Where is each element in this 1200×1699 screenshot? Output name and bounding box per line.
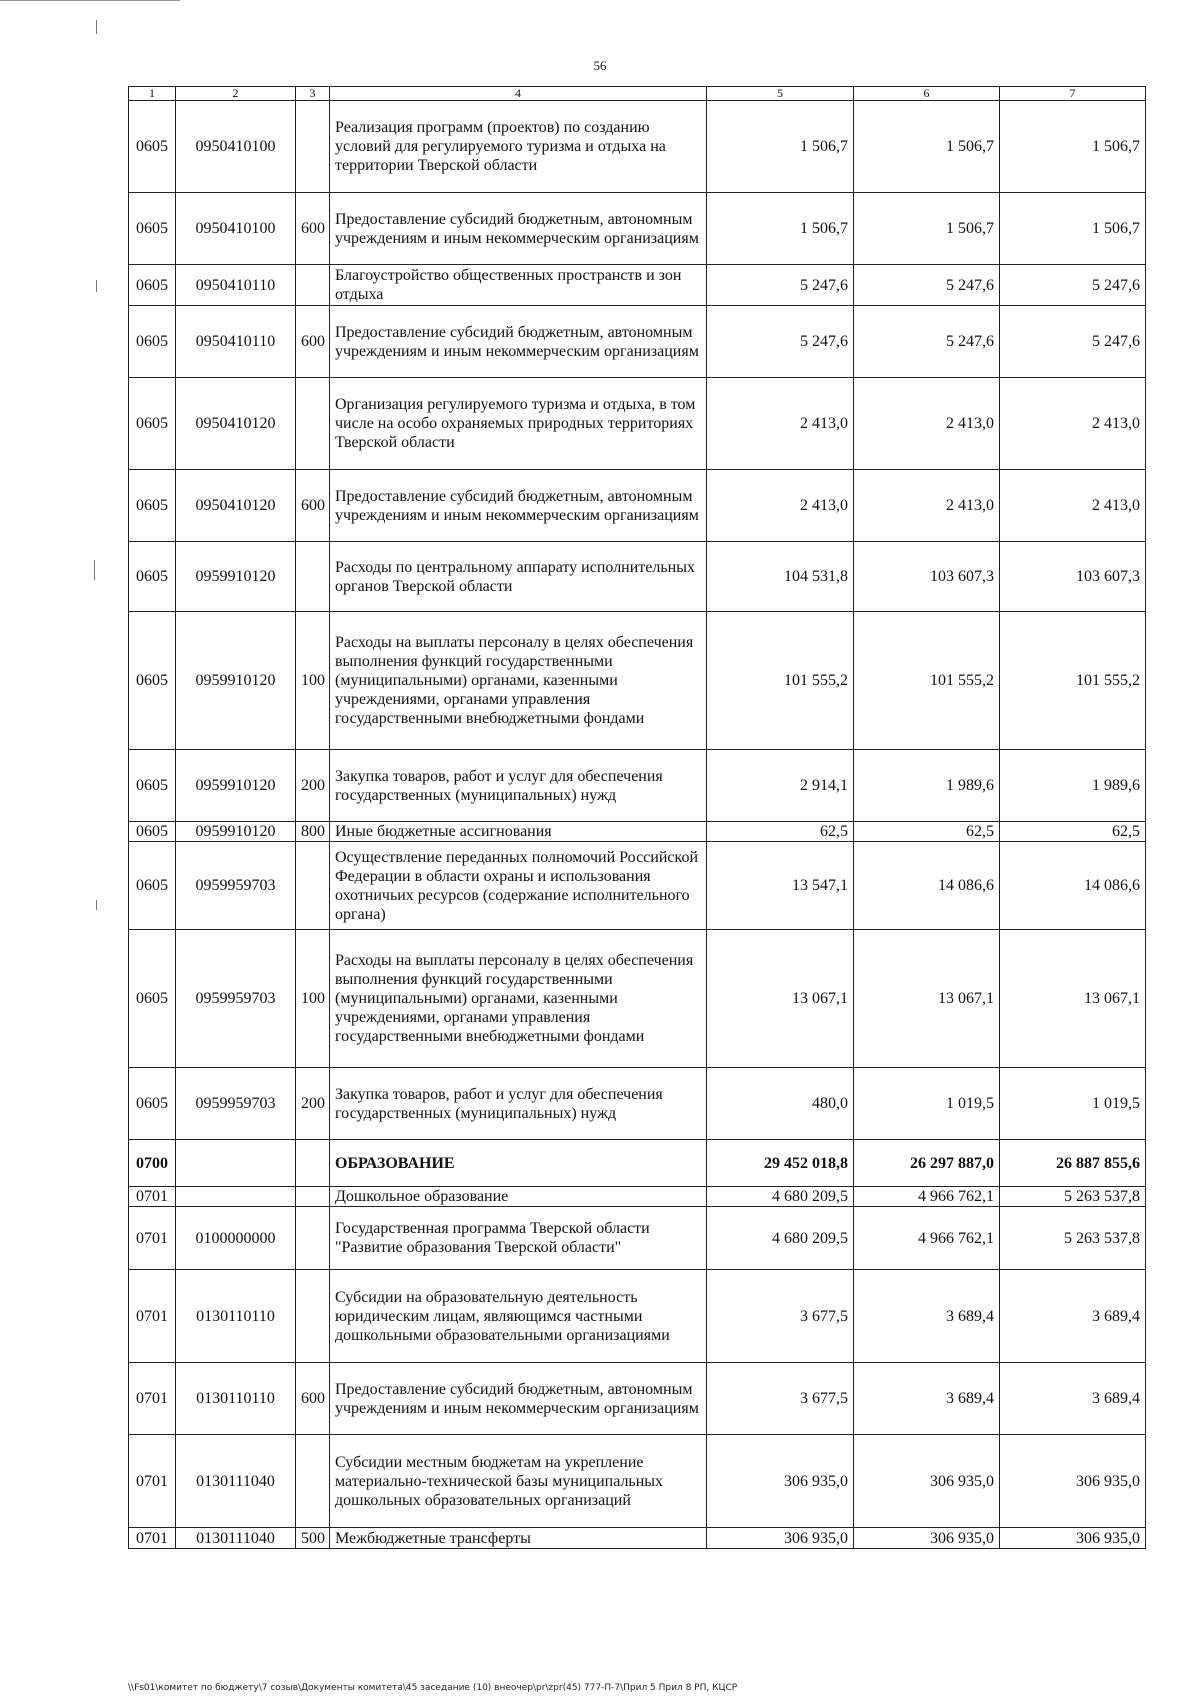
amount-year3-cell: 1 019,5 bbox=[1000, 1068, 1146, 1140]
expense-type-cell bbox=[296, 842, 330, 930]
section-code-cell: 0605 bbox=[129, 542, 176, 612]
section-code-cell: 0605 bbox=[129, 822, 176, 842]
description-cell: Предоставление субсидий бюджетным, автономным учреждениям и иным некоммерческим организациям bbox=[330, 306, 707, 378]
amount-year3-cell: 1 506,7 bbox=[1000, 101, 1146, 193]
expense-type-cell: 100 bbox=[296, 612, 330, 750]
amount-year2-cell: 1 989,6 bbox=[854, 750, 1000, 822]
amount-year1-cell: 2 914,1 bbox=[707, 750, 854, 822]
amount-year2-cell: 62,5 bbox=[854, 822, 1000, 842]
amount-year3-cell: 14 086,6 bbox=[1000, 842, 1146, 930]
target-code-cell: 0950410120 bbox=[176, 378, 296, 470]
description-cell: Предоставление субсидий бюджетным, автономным учреждениям и иным некоммерческим организациям bbox=[330, 1363, 707, 1435]
target-code-cell: 0950410100 bbox=[176, 193, 296, 265]
amount-year1-cell: 4 680 209,5 bbox=[707, 1207, 854, 1270]
table-row bbox=[129, 542, 1146, 612]
expense-type-cell: 200 bbox=[296, 750, 330, 822]
column-number: 6 bbox=[854, 87, 1000, 101]
description-cell: Расходы на выплаты персоналу в целях обеспечения выполнения функций государственными (муниципальными) органами, казенными учреждениями, органами управления государственными внебюджетными фондами bbox=[330, 612, 707, 750]
expense-type-cell bbox=[296, 101, 330, 193]
amount-year3-cell: 5 247,6 bbox=[1000, 265, 1146, 306]
section-code-cell: 0605 bbox=[129, 306, 176, 378]
amount-year3-cell: 2 413,0 bbox=[1000, 378, 1146, 470]
amount-year2-cell: 306 935,0 bbox=[854, 1528, 1000, 1549]
table-row bbox=[129, 930, 1146, 1068]
table-row bbox=[129, 612, 1146, 750]
amount-year2-cell: 4 966 762,1 bbox=[854, 1187, 1000, 1207]
expense-type-cell bbox=[296, 265, 330, 306]
expense-type-cell bbox=[296, 1270, 330, 1363]
table-row bbox=[129, 1187, 1146, 1207]
section-code-cell: 0605 bbox=[129, 930, 176, 1068]
table-row bbox=[129, 1435, 1146, 1528]
amount-year1-cell: 29 452 018,8 bbox=[707, 1140, 854, 1187]
section-code-cell: 0605 bbox=[129, 378, 176, 470]
amount-year2-cell: 5 247,6 bbox=[854, 306, 1000, 378]
expense-type-cell: 600 bbox=[296, 193, 330, 265]
description-cell: Субсидии на образовательную деятельность юридическим лицам, являющимся частными дошкольными образовательными организациями bbox=[330, 1270, 707, 1363]
amount-year2-cell: 2 413,0 bbox=[854, 378, 1000, 470]
description-cell: Межбюджетные трансферты bbox=[330, 1528, 707, 1549]
amount-year1-cell: 5 247,6 bbox=[707, 306, 854, 378]
target-code-cell: 0959910120 bbox=[176, 542, 296, 612]
amount-year3-cell: 13 067,1 bbox=[1000, 930, 1146, 1068]
amount-year2-cell: 14 086,6 bbox=[854, 842, 1000, 930]
target-code-cell: 0959959703 bbox=[176, 1068, 296, 1140]
column-number: 4 bbox=[330, 87, 707, 101]
section-code-cell: 0701 bbox=[129, 1187, 176, 1207]
description-cell: Расходы на выплаты персоналу в целях обеспечения выполнения функций государственными (муниципальными) органами, казенными учреждениями, органами управления государственными внебюджетными фондами bbox=[330, 930, 707, 1068]
expense-type-cell: 100 bbox=[296, 930, 330, 1068]
description-cell: Осуществление переданных полномочий Российской Федерации в области охраны и использования охотничьих ресурсов (содержание исполнительного органа) bbox=[330, 842, 707, 930]
amount-year2-cell: 13 067,1 bbox=[854, 930, 1000, 1068]
scan-speck bbox=[96, 900, 97, 910]
column-number: 1 bbox=[129, 87, 176, 101]
description-cell: Предоставление субсидий бюджетным, автономным учреждениям и иным некоммерческим организациям bbox=[330, 193, 707, 265]
amount-year3-cell: 5 263 537,8 bbox=[1000, 1207, 1146, 1270]
expense-type-cell bbox=[296, 1187, 330, 1207]
amount-year1-cell: 3 677,5 bbox=[707, 1363, 854, 1435]
amount-year2-cell: 3 689,4 bbox=[854, 1363, 1000, 1435]
expense-type-cell: 200 bbox=[296, 1068, 330, 1140]
amount-year3-cell: 3 689,4 bbox=[1000, 1363, 1146, 1435]
amount-year1-cell: 13 067,1 bbox=[707, 930, 854, 1068]
amount-year1-cell: 4 680 209,5 bbox=[707, 1187, 854, 1207]
page-number: 56 bbox=[593, 58, 607, 73]
target-code-cell: 0950410110 bbox=[176, 265, 296, 306]
amount-year3-cell: 1 506,7 bbox=[1000, 193, 1146, 265]
column-number: 3 bbox=[296, 87, 330, 101]
amount-year2-cell: 101 555,2 bbox=[854, 612, 1000, 750]
amount-year1-cell: 62,5 bbox=[707, 822, 854, 842]
amount-year3-cell: 3 689,4 bbox=[1000, 1270, 1146, 1363]
target-code-cell: 0130111040 bbox=[176, 1528, 296, 1549]
section-code-cell: 0701 bbox=[129, 1270, 176, 1363]
expense-type-cell: 600 bbox=[296, 1363, 330, 1435]
table-row bbox=[129, 1207, 1146, 1270]
amount-year3-cell: 101 555,2 bbox=[1000, 612, 1146, 750]
expense-type-cell bbox=[296, 542, 330, 612]
expense-type-cell: 800 bbox=[296, 822, 330, 842]
column-number-row bbox=[129, 87, 1146, 101]
description-cell: Благоустройство общественных пространств и зон отдыха bbox=[330, 265, 707, 306]
target-code-cell: 0100000000 bbox=[176, 1207, 296, 1270]
target-code-cell: 0959910120 bbox=[176, 822, 296, 842]
section-code-cell: 0605 bbox=[129, 842, 176, 930]
budget-table bbox=[128, 86, 1146, 1549]
amount-year1-cell: 480,0 bbox=[707, 1068, 854, 1140]
section-code-cell: 0605 bbox=[129, 470, 176, 542]
amount-year2-cell: 306 935,0 bbox=[854, 1435, 1000, 1528]
table-row bbox=[129, 1270, 1146, 1363]
amount-year2-cell: 2 413,0 bbox=[854, 470, 1000, 542]
column-number: 2 bbox=[176, 87, 296, 101]
expense-type-cell bbox=[296, 1207, 330, 1270]
section-code-cell: 0605 bbox=[129, 101, 176, 193]
column-number: 5 bbox=[707, 87, 854, 101]
amount-year3-cell: 26 887 855,6 bbox=[1000, 1140, 1146, 1187]
expense-type-cell bbox=[296, 1435, 330, 1528]
section-code-cell: 0701 bbox=[129, 1528, 176, 1549]
amount-year2-cell: 3 689,4 bbox=[854, 1270, 1000, 1363]
amount-year2-cell: 4 966 762,1 bbox=[854, 1207, 1000, 1270]
amount-year1-cell: 101 555,2 bbox=[707, 612, 854, 750]
section-code-cell: 0605 bbox=[129, 1068, 176, 1140]
table-row bbox=[129, 193, 1146, 265]
amount-year3-cell: 5 247,6 bbox=[1000, 306, 1146, 378]
amount-year2-cell: 26 297 887,0 bbox=[854, 1140, 1000, 1187]
amount-year2-cell: 1 506,7 bbox=[854, 101, 1000, 193]
target-code-cell: 0950410110 bbox=[176, 306, 296, 378]
section-code-cell: 0605 bbox=[129, 193, 176, 265]
target-code-cell bbox=[176, 1187, 296, 1207]
amount-year1-cell: 2 413,0 bbox=[707, 470, 854, 542]
section-code-cell: 0701 bbox=[129, 1363, 176, 1435]
target-code-cell: 0959959703 bbox=[176, 930, 296, 1068]
description-cell: Реализация программ (проектов) по созданию условий для регулируемого туризма и отдыха на территории Тверской области bbox=[330, 101, 707, 193]
table-row bbox=[129, 750, 1146, 822]
table-row bbox=[129, 1363, 1146, 1435]
target-code-cell: 0959959703 bbox=[176, 842, 296, 930]
expense-type-cell: 600 bbox=[296, 306, 330, 378]
expense-type-cell: 500 bbox=[296, 1528, 330, 1549]
amount-year1-cell: 104 531,8 bbox=[707, 542, 854, 612]
scan-speck bbox=[94, 560, 95, 580]
amount-year3-cell: 306 935,0 bbox=[1000, 1528, 1146, 1549]
table-row bbox=[129, 265, 1146, 306]
target-code-cell: 0950410120 bbox=[176, 470, 296, 542]
description-cell: Расходы по центральному аппарату исполнительных органов Тверской области bbox=[330, 542, 707, 612]
section-code-cell: 0700 bbox=[129, 1140, 176, 1187]
section-code-cell: 0605 bbox=[129, 750, 176, 822]
expense-type-cell bbox=[296, 378, 330, 470]
table-row bbox=[129, 822, 1146, 842]
table-row bbox=[129, 306, 1146, 378]
description-cell: Дошкольное образование bbox=[330, 1187, 707, 1207]
amount-year1-cell: 3 677,5 bbox=[707, 1270, 854, 1363]
description-cell: Закупка товаров, работ и услуг для обеспечения государственных (муниципальных) нужд bbox=[330, 1068, 707, 1140]
table-row bbox=[129, 378, 1146, 470]
description-cell: Иные бюджетные ассигнования bbox=[330, 822, 707, 842]
column-number: 7 bbox=[1000, 87, 1146, 101]
description-cell: Организация регулируемого туризма и отдыха, в том числе на особо охраняемых природных территориях Тверской области bbox=[330, 378, 707, 470]
target-code-cell: 0130110110 bbox=[176, 1270, 296, 1363]
target-code-cell: 0950410100 bbox=[176, 101, 296, 193]
table-row bbox=[129, 1528, 1146, 1549]
amount-year1-cell: 306 935,0 bbox=[707, 1435, 854, 1528]
scan-speck bbox=[0, 0, 180, 1]
table-row bbox=[129, 842, 1146, 930]
amount-year1-cell: 2 413,0 bbox=[707, 378, 854, 470]
amount-year3-cell: 5 263 537,8 bbox=[1000, 1187, 1146, 1207]
description-cell: ОБРАЗОВАНИЕ bbox=[330, 1140, 707, 1187]
section-code-cell: 0605 bbox=[129, 265, 176, 306]
target-code-cell bbox=[176, 1140, 296, 1187]
table-row bbox=[129, 1140, 1146, 1187]
description-cell: Закупка товаров, работ и услуг для обеспечения государственных (муниципальных) нужд bbox=[330, 750, 707, 822]
amount-year1-cell: 1 506,7 bbox=[707, 193, 854, 265]
amount-year3-cell: 62,5 bbox=[1000, 822, 1146, 842]
amount-year1-cell: 1 506,7 bbox=[707, 101, 854, 193]
description-cell: Предоставление субсидий бюджетным, автономным учреждениям и иным некоммерческим организациям bbox=[330, 470, 707, 542]
section-code-cell: 0701 bbox=[129, 1207, 176, 1270]
amount-year3-cell: 306 935,0 bbox=[1000, 1435, 1146, 1528]
amount-year1-cell: 5 247,6 bbox=[707, 265, 854, 306]
target-code-cell: 0959910120 bbox=[176, 750, 296, 822]
target-code-cell: 0130110110 bbox=[176, 1363, 296, 1435]
amount-year1-cell: 13 547,1 bbox=[707, 842, 854, 930]
table-row bbox=[129, 470, 1146, 542]
expense-type-cell: 600 bbox=[296, 470, 330, 542]
amount-year3-cell: 1 989,6 bbox=[1000, 750, 1146, 822]
target-code-cell: 0130111040 bbox=[176, 1435, 296, 1528]
amount-year2-cell: 5 247,6 bbox=[854, 265, 1000, 306]
amount-year2-cell: 1 019,5 bbox=[854, 1068, 1000, 1140]
expense-type-cell bbox=[296, 1140, 330, 1187]
amount-year3-cell: 2 413,0 bbox=[1000, 470, 1146, 542]
section-code-cell: 0605 bbox=[129, 612, 176, 750]
target-code-cell: 0959910120 bbox=[176, 612, 296, 750]
table-body bbox=[129, 101, 1146, 1549]
description-cell: Государственная программа Тверской области "Развитие образования Тверской области" bbox=[330, 1207, 707, 1270]
amount-year2-cell: 1 506,7 bbox=[854, 193, 1000, 265]
table-row bbox=[129, 101, 1146, 193]
scan-speck bbox=[96, 280, 97, 292]
amount-year3-cell: 103 607,3 bbox=[1000, 542, 1146, 612]
table-row bbox=[129, 1068, 1146, 1140]
section-code-cell: 0701 bbox=[129, 1435, 176, 1528]
description-cell: Субсидии местным бюджетам на укрепление материально-технической базы муниципальных дошкольных образовательных организаций bbox=[330, 1435, 707, 1528]
amount-year2-cell: 103 607,3 bbox=[854, 542, 1000, 612]
amount-year1-cell: 306 935,0 bbox=[707, 1528, 854, 1549]
scan-speck bbox=[96, 20, 97, 34]
footer-file-path: \\Fs01\комитет по бюджету\7 созыв\Документы комитета\45 заседание (10) внеочер\pr\zpr(45) 777-П-7\Прил 5 Прил 8 РП, КЦСР bbox=[128, 1683, 738, 1693]
